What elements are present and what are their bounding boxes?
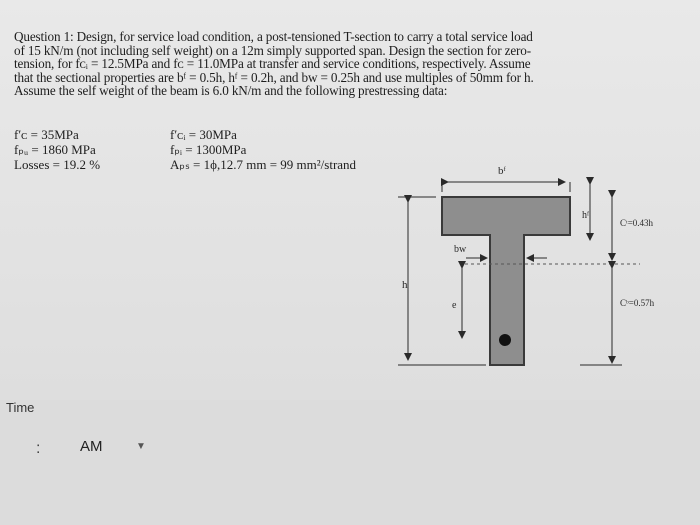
fpu-value: fₚᵤ = 1860 MPa	[14, 142, 96, 157]
losses-value: Losses = 19.2 %	[14, 157, 101, 172]
tendon-dot	[499, 334, 511, 346]
hf-label: hᶠ	[582, 210, 590, 221]
fpi-value: fₚᵢ = 1300MPa	[170, 142, 247, 157]
caret-down-icon[interactable]: ▼	[136, 441, 146, 452]
h-label: h	[402, 279, 408, 291]
question-line-4: that the sectional properties are bᶠ = 0.5h, hᶠ = 0.2h, and bᴡ = 0.25h and use multiples of 50mm for h.	[14, 69, 534, 85]
time-separator: :	[36, 440, 41, 457]
aps-value: Aₚₛ = 1ϕ,12.7 mm = 99 mm²/strand	[170, 157, 357, 172]
e-label: e	[452, 300, 457, 311]
fci-value: f′ᴄᵢ = 30MPa	[170, 127, 237, 142]
question-line-1: Question 1: Design, for service load condition, a post-tensioned T-section to carry a total service load	[14, 29, 533, 44]
fc-value: f′ᴄ = 35MPa	[14, 127, 79, 142]
ct-label: Cᵗ=0.43h	[620, 218, 654, 228]
bf-label: bᶠ	[498, 165, 506, 177]
question-text	[14, 30, 684, 98]
bw-label: bᴡ	[454, 244, 467, 255]
question-line-5: Assume the self weight of the beam is 6.0 kN/m and the following prestressing data:	[14, 83, 448, 99]
t-section-diagram	[380, 160, 680, 380]
question-line-3: tension, for fᴄᵢ = 12.5MPa and fᴄ = 11.0MPa at transfer and service conditions, respectively. Assume	[14, 56, 531, 72]
ampm-select[interactable]: AM	[80, 438, 103, 455]
prestress-data-col2	[170, 127, 356, 172]
time-label: Time	[6, 400, 35, 415]
question-line-2: of 15 kN/m (not including self weight) on a 12m simply supported span. Design the section for zero-	[14, 42, 531, 58]
prestress-data-col1	[14, 127, 100, 172]
cb-label: Cᵇ=0.57h	[620, 298, 655, 308]
